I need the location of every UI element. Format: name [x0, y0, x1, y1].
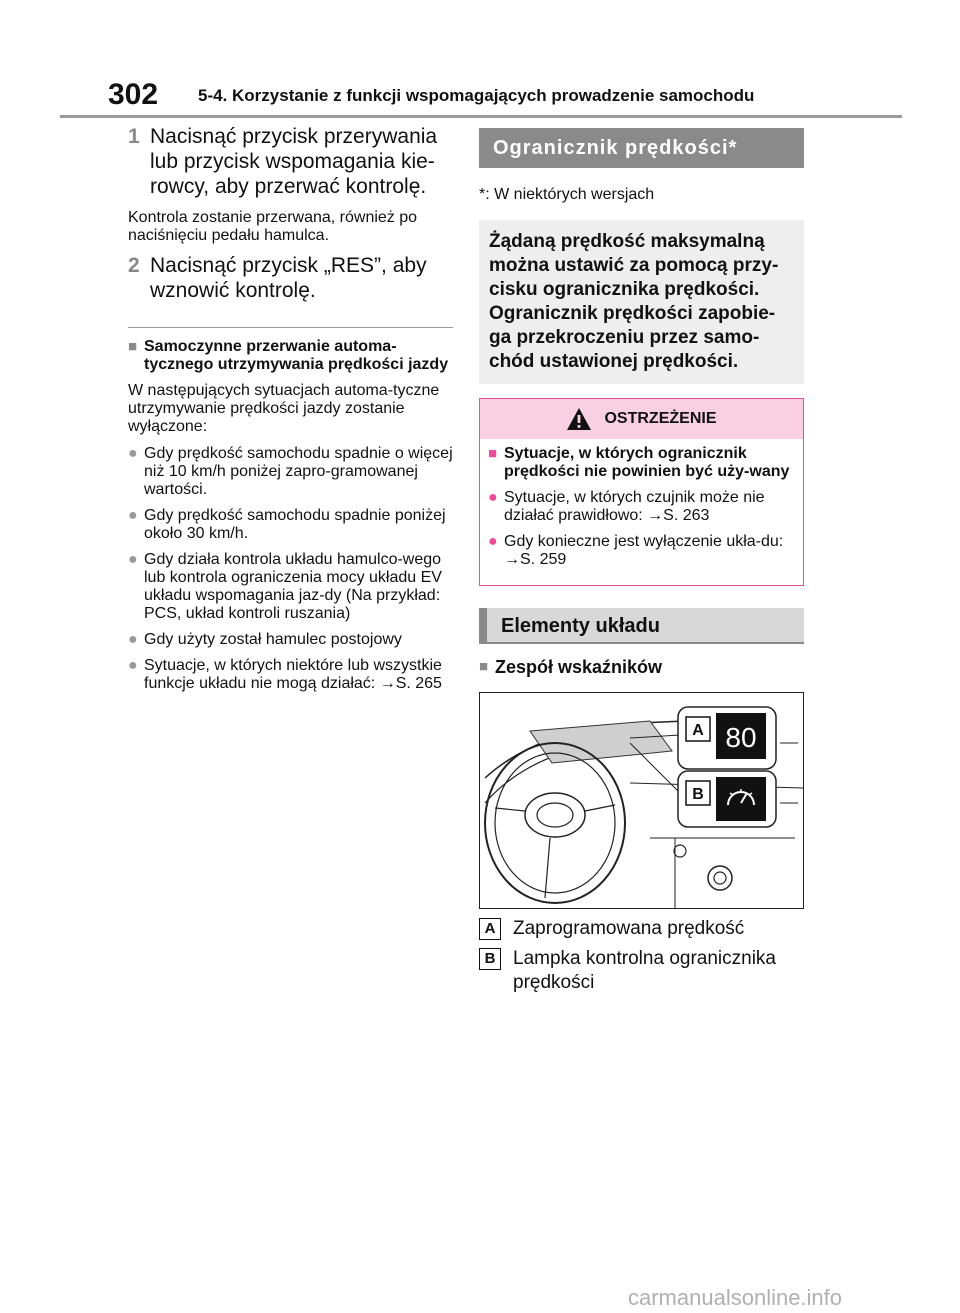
- circle-bullet-icon: ●: [128, 657, 138, 674]
- legend-key: A: [479, 918, 501, 940]
- list-item: ● Sytuacje, w których czujnik może nie działać prawidłowo: →S. 263: [488, 489, 765, 524]
- step-text: Nacisnąć przycisk „RES”, aby wznowić kontrolę.: [150, 254, 427, 302]
- list-item: ● Gdy prędkość samochodu spadnie poniżej około 30 km/h.: [128, 507, 446, 542]
- watermark: carmanualsonline.info: [628, 1285, 843, 1310]
- circle-bullet-icon: ●: [488, 489, 498, 506]
- left-column: [128, 124, 453, 701]
- warning-body: [480, 439, 803, 585]
- list-item: ● Gdy konieczne jest wyłączenie ukła-du: →S. 259: [488, 533, 784, 568]
- legend-text: Zaprogramowana prędkość: [513, 918, 745, 939]
- dashboard-illustration: [480, 693, 803, 908]
- legend-item-a: [479, 917, 804, 941]
- step-text: Nacisnąć przycisk przerywania lub przycisk wspomagania kie-rowcy, aby przerwać kontrolę.: [150, 125, 438, 198]
- square-bullet-icon: ■: [488, 445, 498, 462]
- warning-header: [480, 399, 803, 439]
- subsection-heading: ■ Zespół wskaźników: [479, 657, 663, 677]
- warning-subheading: ■ Sytuacje, w których ogranicznik prędkości nie powinien być uży-wany: [488, 445, 790, 480]
- warning-icon: [566, 407, 592, 431]
- circle-bullet-icon: ●: [128, 445, 138, 462]
- section-divider: [128, 327, 453, 328]
- legend-key: B: [479, 948, 501, 970]
- footnote: *: W niektórych wersjach: [479, 186, 655, 203]
- instrument-cluster-figure: [479, 692, 804, 909]
- warning-box: [479, 398, 804, 586]
- circle-bullet-icon: ●: [128, 507, 138, 524]
- list-item: ● Gdy prędkość samochodu spadnie o więcej niż 10 km/h poniżej zapro-gramowanej wartości.: [128, 445, 453, 498]
- section-title: Ogranicznik prędkości*: [479, 128, 804, 168]
- circle-bullet-icon: ●: [488, 533, 498, 550]
- circle-bullet-icon: ●: [128, 551, 138, 568]
- step-number: 2: [128, 254, 140, 277]
- step-note: Kontrola zostanie przerwana, również po naciśnięciu pedału hamulca.: [128, 209, 418, 244]
- list-item: ● Sytuacje, w których niektóre lub wszystkie funkcje układu nie mogą działać: →S. 265: [128, 657, 442, 692]
- circle-bullet-icon: ●: [128, 631, 138, 648]
- set-speed-display: 80: [725, 722, 757, 753]
- intro-box: Żądaną prędkość maksymalną można ustawić za pomocą przy-cisku ogranicznika prędkości. Ogranicznik prędkości zapobie-ga przekroczeniu przez samo-chód ustawionej prędkości.: [479, 220, 804, 384]
- section-title: Elementy układu: [479, 608, 804, 644]
- legend-item-b: [479, 947, 804, 995]
- legend-text: Lampka kontrolna ogranicznika prędkości: [513, 948, 776, 993]
- step-number: 1: [128, 125, 140, 148]
- list-item: ● Gdy użyty został hamulec postojowy: [128, 631, 402, 648]
- callout-a-label: A: [692, 722, 704, 739]
- page-header: [60, 78, 902, 118]
- right-column: [479, 128, 804, 1001]
- list-item: ● Gdy działa kontrola układu hamulco-wego lub kontrola ograniczenia mocy układu EV układu wspomagania jaz-dy (Na przykład: PCS, układ kontroli ruszania): [128, 551, 442, 622]
- square-bullet-icon: ■: [128, 338, 138, 355]
- warning-label: OSTRZEŻENIE: [604, 410, 717, 427]
- subsection-heading: ■ Samoczynne przerwanie automa-tycznego utrzymywania prędkości jazdy: [128, 338, 449, 373]
- page-number: 302: [108, 78, 159, 111]
- square-bullet-icon: ■: [479, 658, 489, 675]
- callout-b-label: B: [692, 786, 704, 803]
- chapter-title: 5-4. Korzystanie z funkcji wspomagających prowadzenie samochodu: [198, 86, 755, 105]
- paragraph: W następujących sytuacjach automa-tyczne utrzymywanie prędkości jazdy zostanie wyłączone:: [128, 382, 440, 435]
- step-1: [128, 124, 453, 199]
- step-2: [128, 253, 453, 303]
